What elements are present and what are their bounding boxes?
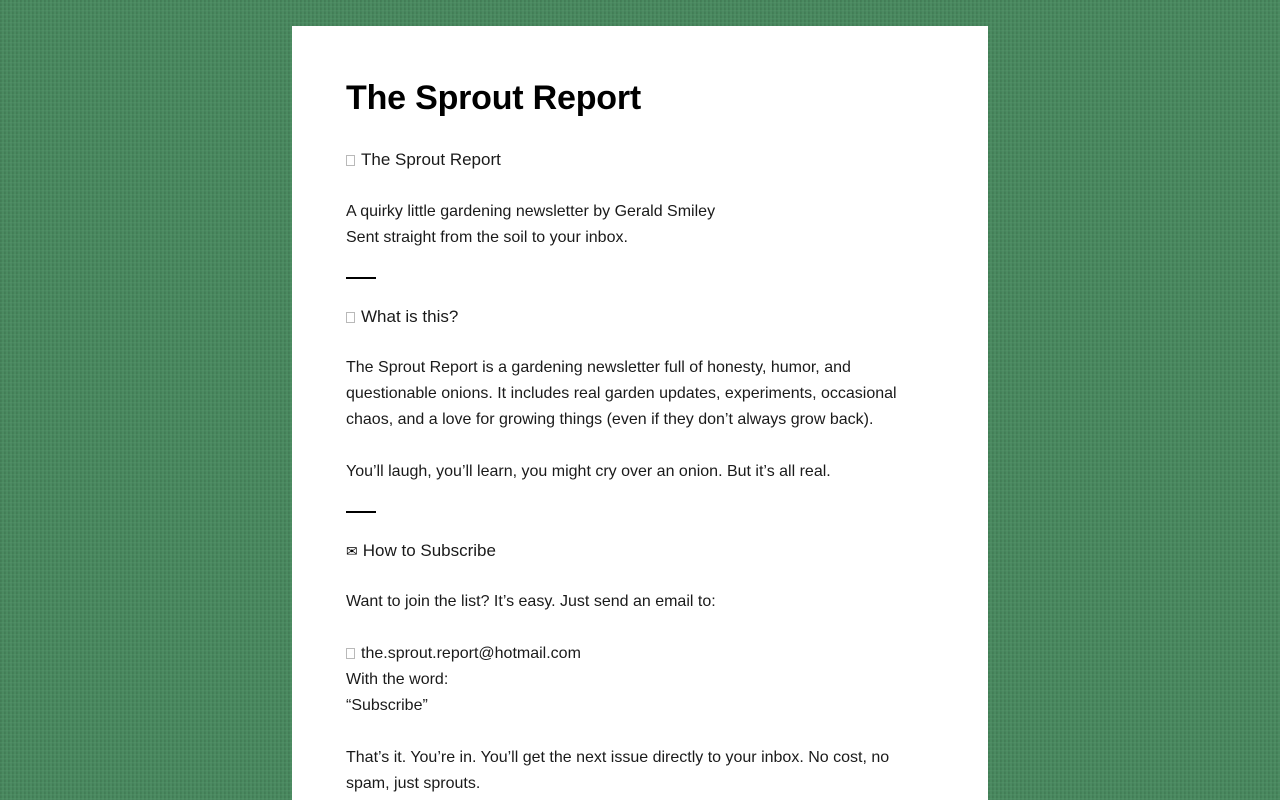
about-paragraph-1: The Sprout Report is a gardening newsletter full of honesty, humor, and questionable onions. It includes real garden updates, experiments, occasional chaos, and a love for growing things (even if they don’t always grow back). <box>346 359 897 429</box>
subscribe-instruction-label: With the word: <box>346 671 449 689</box>
subscribe-email-address[interactable]: the.sprout.report@hotmail.com <box>361 645 581 663</box>
about-paragraph-2: You’ll laugh, you’ll learn, you might cry over an onion. But it’s all real. <box>346 462 831 480</box>
subscribe-intro: Want to join the list? It’s easy. Just send an email to: <box>346 593 716 611</box>
section-heading-subscribe <box>346 539 934 564</box>
page-title: The Sprout Report <box>346 79 642 117</box>
subscribe-instruction-keyword: “Subscribe” <box>346 697 428 715</box>
tofu-box-icon <box>346 312 355 323</box>
tagline-line-2: Sent straight from the soil to your inbox. <box>346 228 628 246</box>
tagline-line-1: A quirky little gardening newsletter by Gerald Smiley <box>346 202 716 220</box>
document-page <box>292 26 988 800</box>
masthead-line <box>346 148 934 173</box>
tofu-box-icon <box>346 155 355 166</box>
tofu-box-icon <box>346 648 355 659</box>
section-heading-subscribe-label: How to Subscribe <box>362 540 496 560</box>
subscribe-details-block <box>346 641 934 719</box>
section-heading-about <box>346 305 934 330</box>
subscribe-closing: That’s it. You’re in. You’ll get the next issue directly to your inbox. No cost, no spam, just sprouts. <box>346 749 890 792</box>
masthead-label: The Sprout Report <box>361 150 501 170</box>
tagline-block <box>346 199 934 251</box>
section-divider-2 <box>346 511 376 513</box>
envelope-icon: ✉ <box>346 543 358 560</box>
section-heading-about-label: What is this? <box>361 306 459 326</box>
section-divider-1 <box>346 277 376 279</box>
